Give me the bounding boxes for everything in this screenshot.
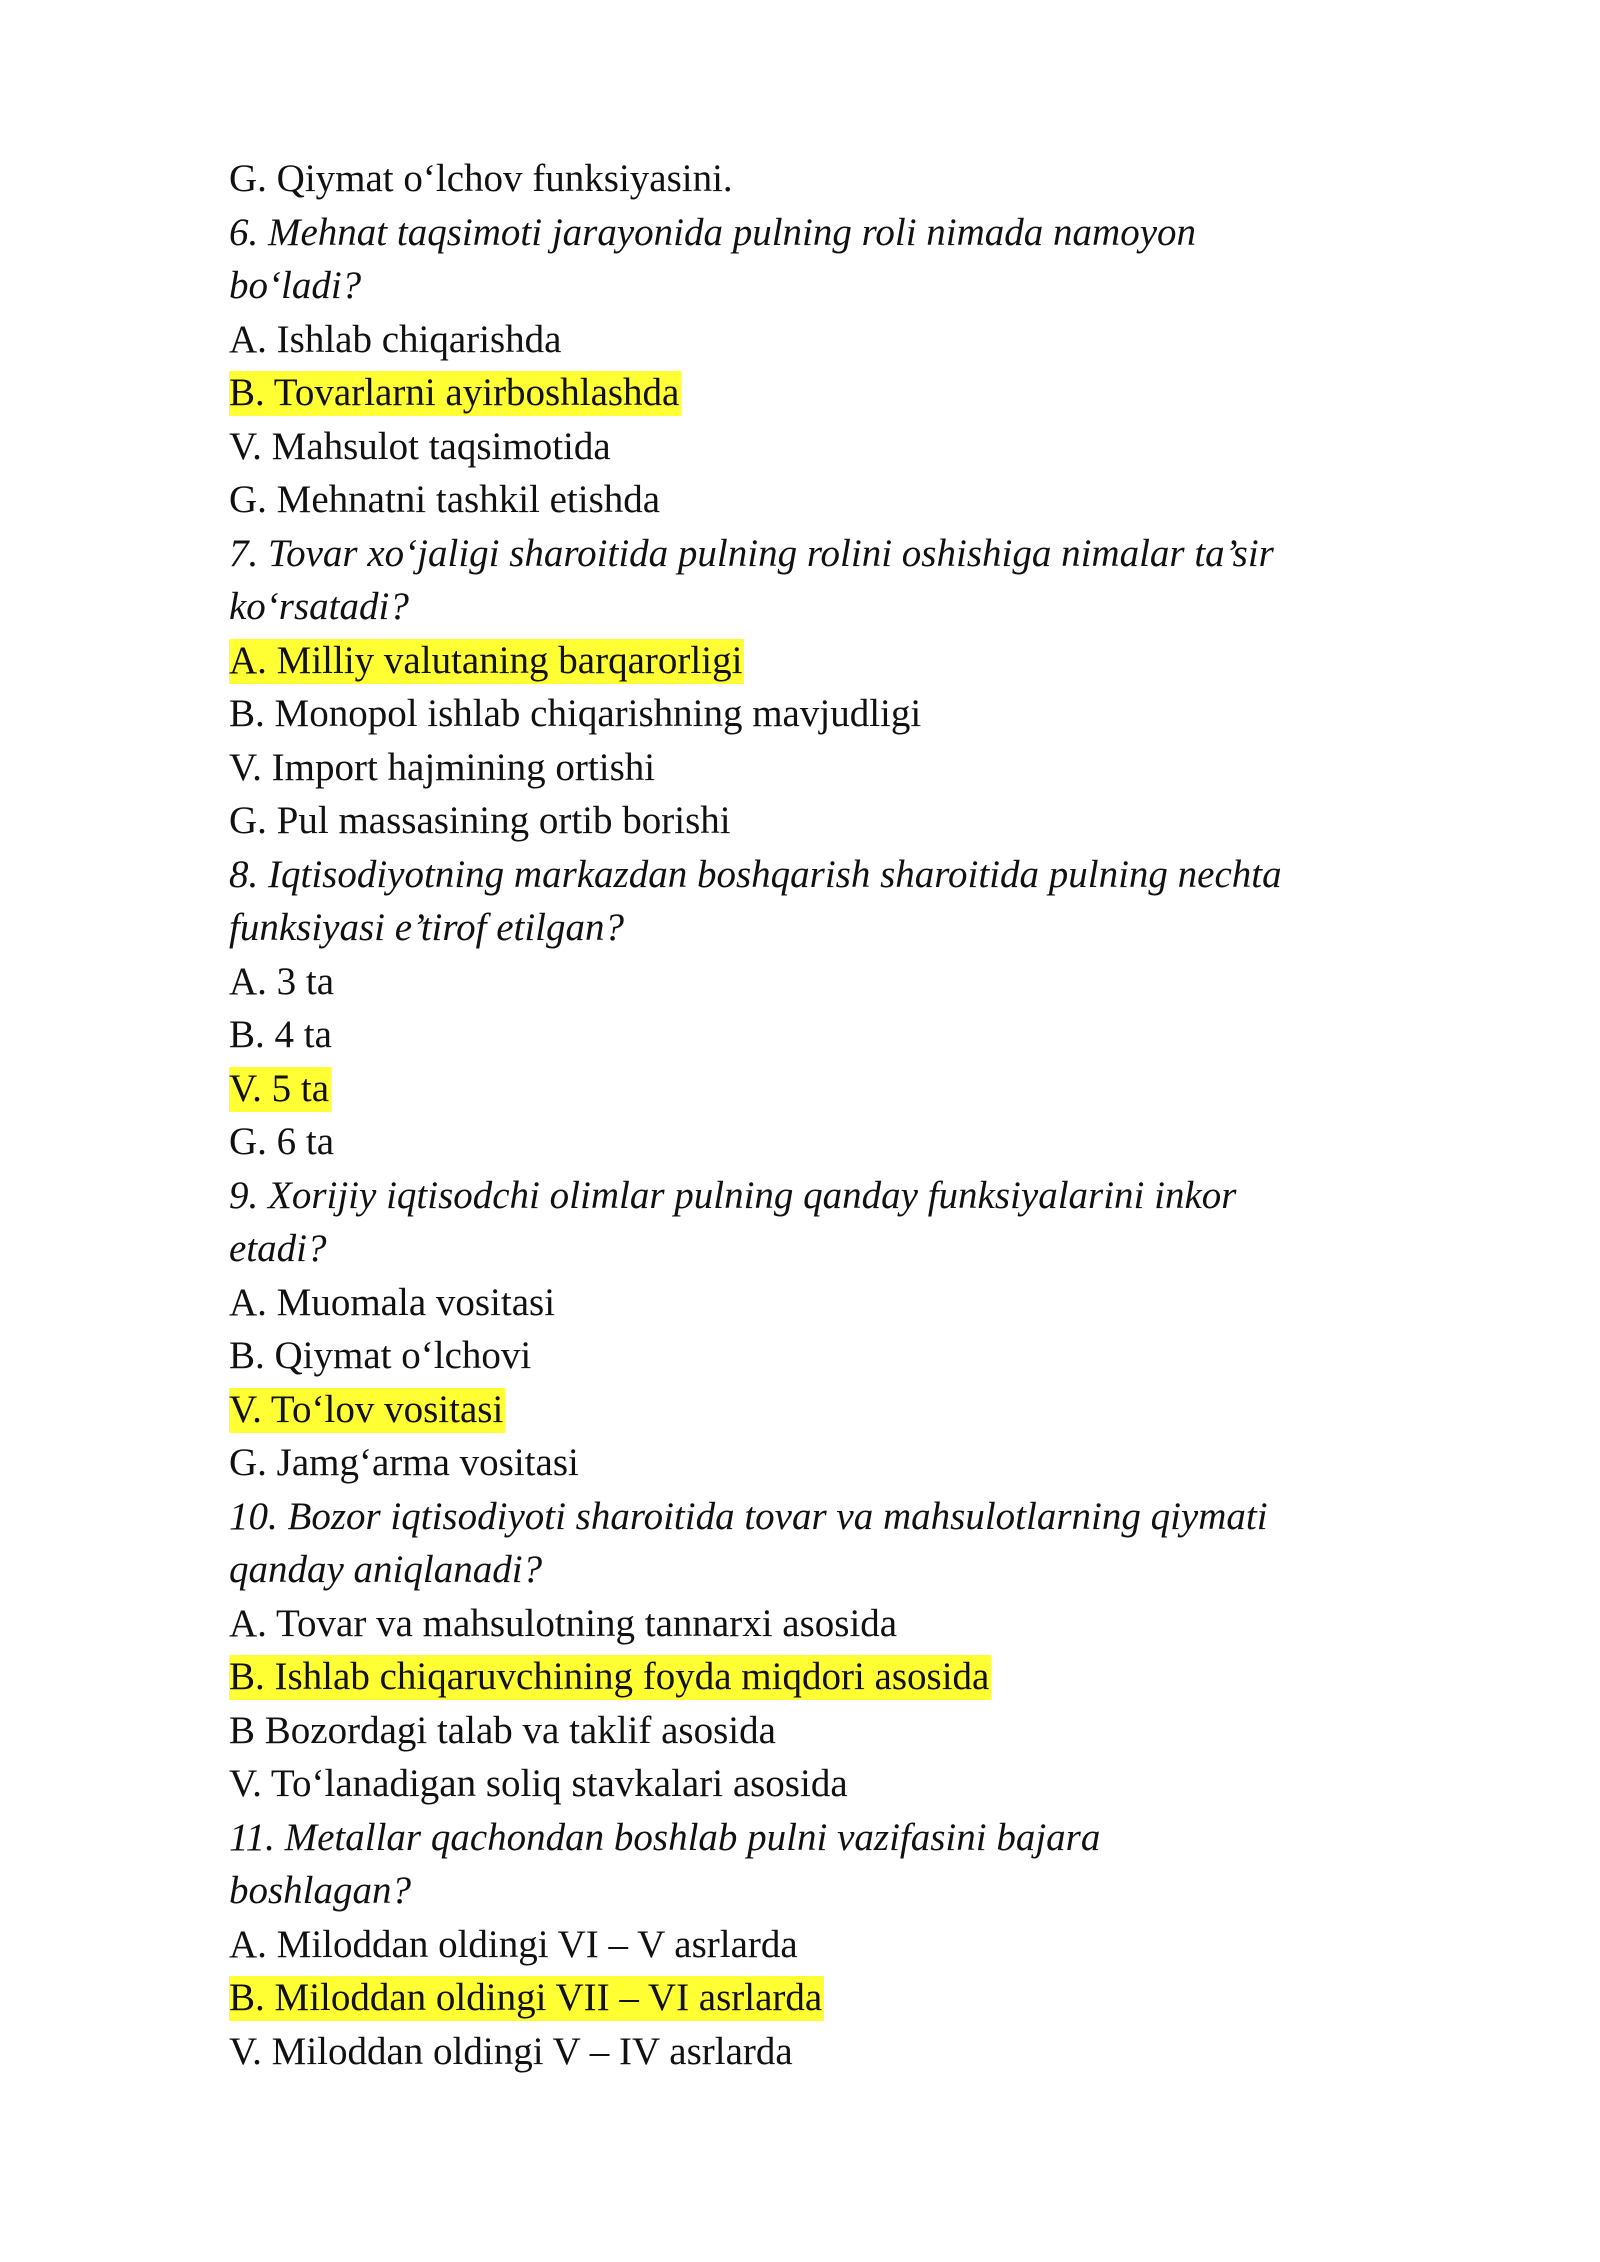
document-body xyxy=(229,152,1429,2078)
highlighted-answer: V. 5 ta xyxy=(229,1066,330,1110)
answer-option xyxy=(229,1115,1429,1169)
answer-option xyxy=(229,420,1429,474)
question-text: ko‘rsatadi? xyxy=(229,585,409,628)
answer-text: A. Ishlab chiqarishda xyxy=(229,317,562,361)
answer-text: V. Miloddan oldingi V – IV asrlarda xyxy=(229,2029,793,2073)
question-text: bo‘ladi? xyxy=(229,264,362,307)
question-text: etadi? xyxy=(229,1227,327,1270)
question-text: 7. Tovar xo‘jaligi sharoitida pulning rolini oshishiga nimalar ta’sir xyxy=(229,531,1274,575)
answer-text: G. Mehnatni tashkil etishda xyxy=(229,478,661,521)
answer-option xyxy=(229,955,1429,1009)
highlighted-answer: V. To‘lov vositasi xyxy=(229,1387,504,1431)
answer-option xyxy=(229,2025,1429,2079)
question-text: 9. Xorijiy iqtisodchi olimlar pulning qanday funksiyalarini inkor xyxy=(229,1173,1237,1217)
question-text: 11. Metallar qachondan boshlab pulni vazifasini bajara xyxy=(229,1815,1101,1859)
answer-text: V. Mahsulot taqsimotida xyxy=(229,424,611,468)
answer-text: B. Qiymat o‘lchovi xyxy=(229,1334,532,1377)
question-text: 10. Bozor iqtisodiyoti sharoitida tovar va mahsulotlarning qiymati xyxy=(229,1494,1268,1538)
answer-text: A. Miloddan oldingi VI – V asrlarda xyxy=(229,1922,798,1966)
answer-option xyxy=(229,741,1429,795)
question-text: qanday aniqlanadi? xyxy=(229,1548,543,1591)
answer-text: G. Jamg‘arma vositasi xyxy=(229,1441,579,1484)
answer-option xyxy=(229,794,1429,848)
answer-option xyxy=(229,1383,1429,1437)
answer-text: A. Tovar va mahsulotning tannarxi asosida xyxy=(229,1601,898,1645)
highlighted-answer: B. Miloddan oldingi VII – VI asrlarda xyxy=(229,1976,823,2019)
answer-option xyxy=(229,1704,1429,1758)
highlighted-answer: B. Tovarlarni ayirboshlashda xyxy=(229,371,680,414)
answer-option xyxy=(229,634,1429,688)
highlighted-answer: B. Ishlab chiqaruvchining foyda miqdori asosida xyxy=(229,1655,990,1698)
answer-text: G. 6 ta xyxy=(229,1120,335,1163)
answer-option xyxy=(229,687,1429,741)
answer-option xyxy=(229,1971,1429,2025)
answer-option xyxy=(229,1757,1429,1811)
question-text: boshlagan? xyxy=(229,1869,412,1912)
answer-text: G. Pul massasining ortib borishi xyxy=(229,799,731,842)
answer-text: V. To‘lanadigan soliq stavkalari asosida xyxy=(229,1762,848,1805)
answer-option xyxy=(229,1008,1429,1062)
answer-text: B. Monopol ishlab chiqarishning mavjudligi xyxy=(229,692,922,735)
answer-text: A. 3 ta xyxy=(229,959,335,1003)
answer-text: A. Muomala vositasi xyxy=(229,1280,556,1324)
question-text: funksiyasi e’tirof etilgan? xyxy=(229,906,625,949)
highlighted-answer: A. Milliy valutaning barqarorligi xyxy=(229,638,743,682)
answer-text: V. Import hajmining ortishi xyxy=(229,745,656,789)
answer-option xyxy=(229,1597,1429,1651)
answer-text: B Bozordagi talab va taklif asosida xyxy=(229,1708,776,1752)
answer-text: B. 4 ta xyxy=(229,1013,332,1056)
answer-option xyxy=(229,1329,1429,1383)
answer-option xyxy=(229,1436,1429,1490)
question-text: 8. Iqtisodiyotning markazdan boshqarish sharoitida pulning nechta xyxy=(229,852,1282,896)
answer-option xyxy=(229,1062,1429,1116)
answer-option xyxy=(229,313,1429,367)
answer-option xyxy=(229,1276,1429,1330)
answer-option xyxy=(229,1650,1429,1704)
question-text: 6. Mehnat taqsimoti jarayonida pulning roli nimada namoyon xyxy=(229,210,1197,254)
answer-option xyxy=(229,473,1429,527)
answer-option xyxy=(229,1918,1429,1972)
answer-option: G. Qiymat o‘lchov funksiyasini. xyxy=(229,157,733,200)
answer-option xyxy=(229,366,1429,420)
